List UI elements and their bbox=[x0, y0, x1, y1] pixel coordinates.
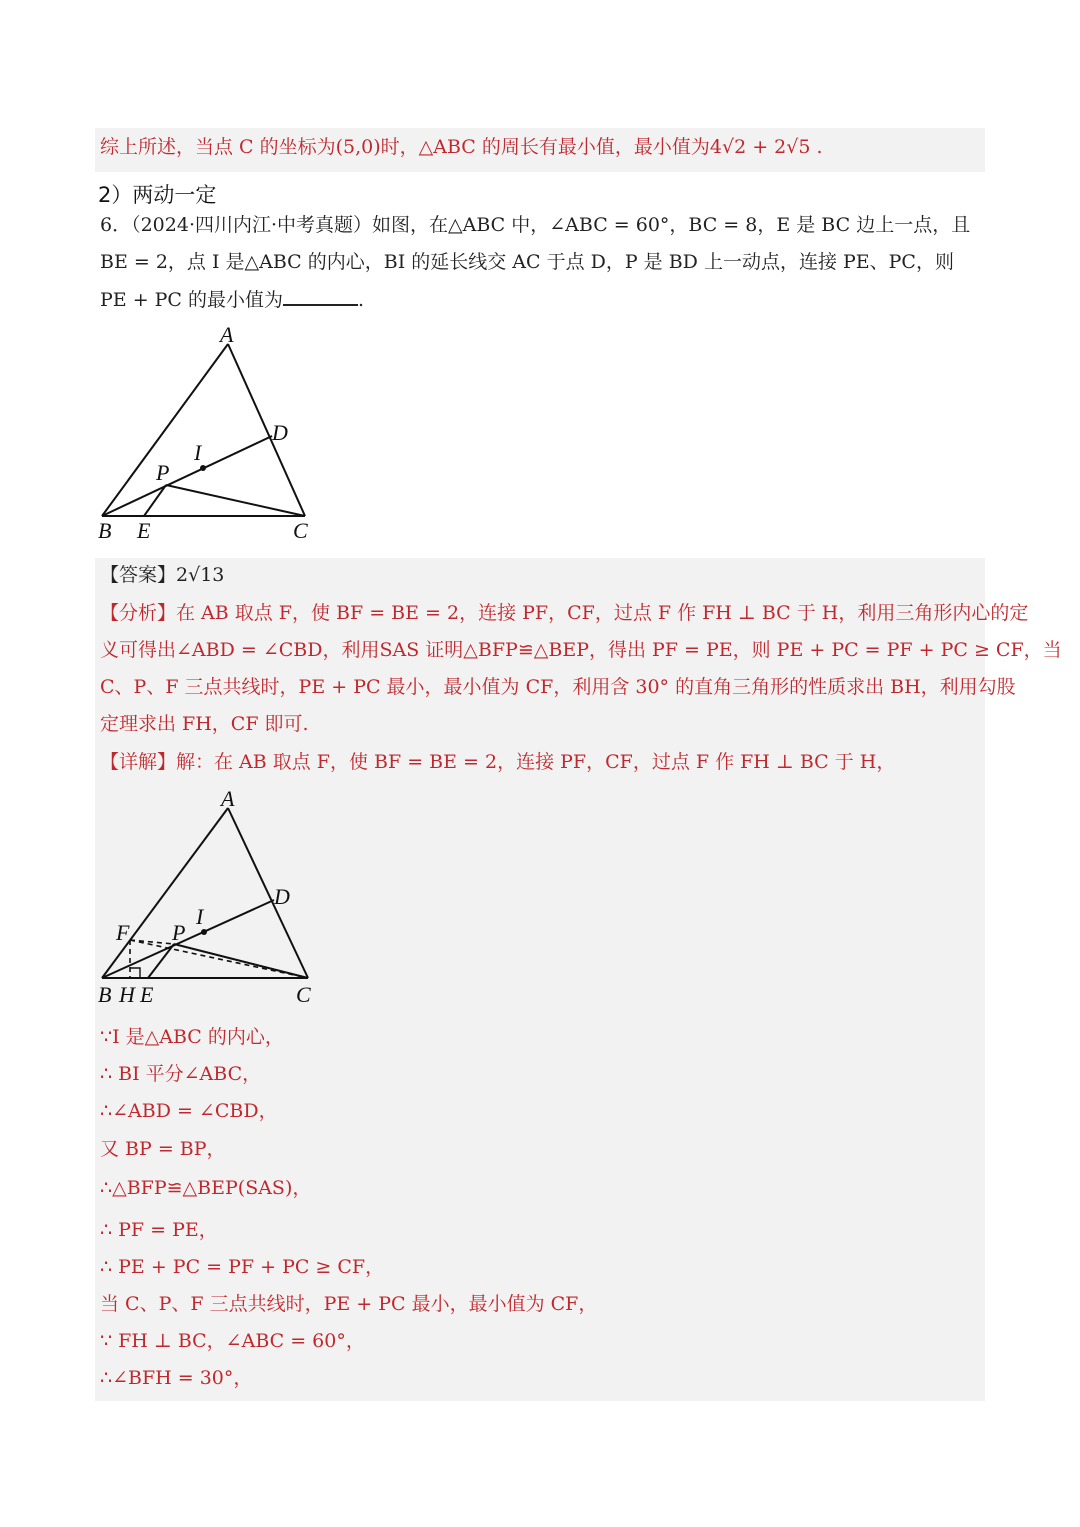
fig2-label-F: F bbox=[116, 920, 130, 945]
fig2-label-C: C bbox=[296, 982, 311, 1007]
step-7: ∴ PE + PC = PF + PC ≥ CF， bbox=[100, 1256, 385, 1278]
fig2-label-I: I bbox=[196, 904, 204, 929]
label-B: B bbox=[98, 518, 112, 543]
step-10: ∴∠BFH = 30°， bbox=[100, 1367, 253, 1389]
step-4: 又 BP = BP， bbox=[100, 1138, 226, 1160]
right-angle-mark bbox=[130, 968, 140, 978]
fig2-label-D: D bbox=[274, 884, 290, 909]
problem-line-1: 6．（2024·四川内江·中考真题）如图，在△ABC 中，∠ABC = 60°，BC = 8，E 是 BC 边上一点，且 bbox=[100, 214, 971, 236]
label-A: A bbox=[220, 322, 234, 347]
step-5: ∴△BFP≌△BEP(SAS)， bbox=[100, 1177, 312, 1199]
section-heading: 2）两动一定 bbox=[98, 183, 217, 207]
fig2-label-P: P bbox=[172, 920, 186, 945]
figure-2 bbox=[90, 782, 330, 1012]
conclusion-text: 综上所述，当点 C 的坐标为(5,0)时，△ABC 的周长有最小值，最小值为4√2 + 2√5 . bbox=[100, 136, 823, 158]
analysis-line-4: 定理求出 FH，CF 即可. bbox=[100, 713, 309, 735]
problem-line-2: BE = 2，点 I 是△ABC 的内心，BI 的延长线交 AC 于点 D，P 是 BD 上一动点，连接 PE、PC，则 bbox=[100, 251, 954, 273]
problem-line-3-end: . bbox=[358, 289, 365, 311]
label-I: I bbox=[194, 440, 202, 465]
label-P: P bbox=[156, 460, 170, 485]
step-6: ∴ PF = PE， bbox=[100, 1219, 218, 1241]
label-D: D bbox=[272, 420, 288, 445]
label-E: E bbox=[137, 518, 151, 543]
label-C: C bbox=[293, 518, 308, 543]
problem-line-3 bbox=[100, 286, 364, 313]
analysis-line-3: C、P、F 三点共线时，PE + PC 最小，最小值为 CF，利用含 30° 的直角三角形的性质求出 BH，利用勾股 bbox=[100, 676, 1016, 698]
figure-1 bbox=[90, 320, 330, 550]
step-2: ∴ BI 平分∠ABC， bbox=[100, 1063, 262, 1085]
incenter-dot bbox=[200, 465, 206, 471]
fig2-label-E: E bbox=[140, 982, 154, 1007]
answer-blank bbox=[283, 286, 358, 306]
detail-intro: 【详解】解：在 AB 取点 F，使 BF = BE = 2，连接 PF，CF，过点 F 作 FH ⊥ BC 于 H， bbox=[100, 751, 896, 773]
step-1: ∵I 是△ABC 的内心， bbox=[100, 1026, 284, 1048]
step-9: ∵ FH ⊥ BC，∠ABC = 60°， bbox=[100, 1330, 365, 1352]
fig2-label-A: A bbox=[221, 786, 235, 811]
problem-line-3-text: PE + PC 的最小值为 bbox=[100, 289, 284, 311]
fig2-label-B: B bbox=[98, 982, 112, 1007]
analysis-line-1: 【分析】在 AB 取点 F，使 BF = BE = 2，连接 PF，CF，过点 F 作 FH ⊥ BC 于 H，利用三角形内心的定 bbox=[100, 602, 1029, 624]
step-3: ∴∠ABD = ∠CBD， bbox=[100, 1100, 278, 1122]
answer-line: 【答案】2√13 bbox=[100, 564, 225, 586]
step-8: 当 C、P、F 三点共线时，PE + PC 最小，最小值为 CF， bbox=[100, 1293, 598, 1315]
incenter-dot-2 bbox=[201, 929, 207, 935]
fig2-label-H: H bbox=[119, 982, 135, 1007]
analysis-line-2: 义可得出∠ABD = ∠CBD，利用SAS 证明△BFP≌△BEP，得出 PF = PE，则 PE + PC = PF + PC ≥ CF，当 bbox=[100, 639, 1062, 661]
